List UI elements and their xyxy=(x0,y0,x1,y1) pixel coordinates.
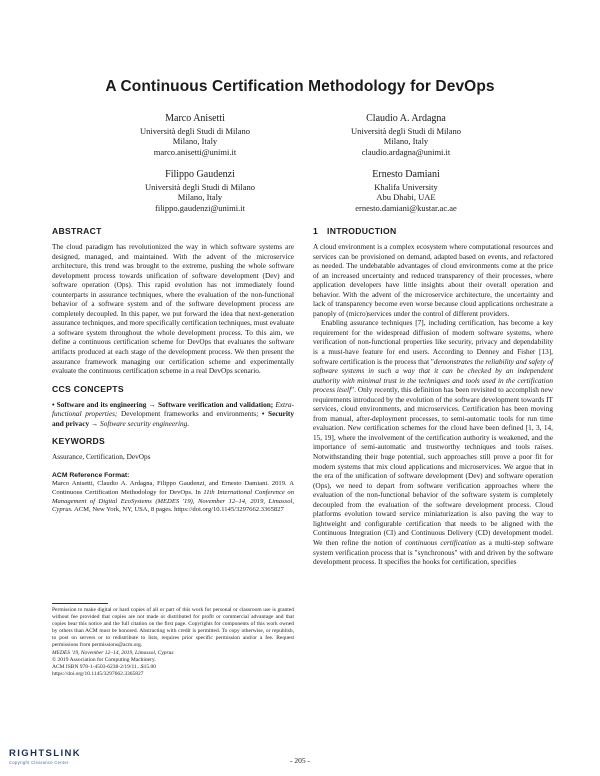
quote-italic: demonstrates the reliability and safety of software systems in such a way that it can be checked by an independent authority with minimal trust in the techniques and tools used in the certification process itself xyxy=(313,356,554,395)
author-location: Milano, Italy xyxy=(177,192,223,203)
permission-venue: MEDES '19, November 12–14, 2019, Limassol, Cyprus xyxy=(52,649,174,656)
author-block xyxy=(100,169,300,213)
keywords-text: Assurance, Certification, DevOps xyxy=(52,452,151,462)
intro-paragraph: A cloud environment is a complex ecosystem where computational resources and services can be provisioned on demand, adapted based on events, and refactored as needed. The undebatable advantages of cloud environments come at the price of an increased uncertainty and reduced transparency of their processes, where application developers have little insights about their overall operation and behavior. With the advent of the microservice architecture, the uncertainty and lack of transparency become even worse because cloud applications orchestrate a panoply of (micro)services under the control of different providers. xyxy=(313,242,553,318)
author-name: Ernesto Damiani xyxy=(372,169,440,180)
author-email: claudio.ardagna@unimi.it xyxy=(361,146,451,157)
ccs-bold: • Security and privacy → xyxy=(52,409,294,428)
author-block xyxy=(306,169,506,213)
author-location: Milano, Italy xyxy=(172,136,218,147)
left-column xyxy=(52,226,294,515)
acm-ref-part: ACM, New York, NY, USA, 8 pages. https://doi.org/10.1145/3297662.3365827 xyxy=(74,506,284,514)
section-number: 1 xyxy=(313,226,319,236)
author-affiliation: Università degli Studi di Milano xyxy=(350,125,462,136)
ccs-italic: Software security engineering. xyxy=(100,418,190,428)
ccs-text xyxy=(52,400,294,429)
abstract-text: The cloud paradigm has revolutionized the way in which software systems are designed, managed, and maintained. With the advent of the microservice architecture, this trend was brought to the extreme, pushing the whole software development process towards unification of software development (Dev) and software operation (Ops). This rapid evolution has not immediately found counterparts in assurance techniques, where the evaluation of the non-functional behavior of a software system and of the software development process are completely decoupled. In this paper, we put forward the idea that next-generation assurance techniques, and more specifically certification techniques, must evaluate a software system throughout the whole development process. To this aim, we define a continuous certification scheme for DevOps that evaluates the software artifacts produced at each stage of the development process. We then present the assurance framework managing our certification scheme and experimentally evaluate the continuous certification scheme in a real DevOps scenario. xyxy=(52,242,294,376)
paper-title: A Continuous Certification Methodology for DevOps xyxy=(105,78,495,95)
text-run: ". Only recently, this definition has been revisited to accomplish new requirements introduced by the evolution of the software development towards IT services, cloud environments, and microservices. Certification has been moving from manual, after-deployment processes, to semi-automatic tools for run time evaluation. New certification schemes for the cloud have been defined [1, 3, 14, 15, 19], where the involvement of the certification authority is weakened, and the importance of semi-automatic and trustworthy techniques and tools raises. Notwithstanding their huge potential, such approaches still prove a poor fit for modern systems that mix cloud applications and microservices. We argue that in the era of the unification of software development (Dev) and software operation (Ops), we need to depart from software verification approaches where the evaluation of the non-functional behavior of the software system is completely decoupled from the evaluation of the software development process. Cloud platforms evolution toward service miniaturization is also paving the way to lightweight and configurable certification that needs to be aligned with the Continuous Integration (CI) and Continuous Delivery (CD) development model. We then refine the notion of xyxy=(313,385,553,547)
author-affiliation: Khalifa University xyxy=(374,181,438,192)
intro-heading xyxy=(313,226,553,237)
page-number: - 205 - xyxy=(290,756,310,765)
author-email: marco.anisetti@unimi.it xyxy=(153,146,237,157)
ccs-italic: Extra-functional properties; xyxy=(52,399,294,419)
ccs-plain: Development frameworks and environments; xyxy=(120,409,259,419)
author-affiliation: Università degli Studi di Milano xyxy=(144,181,256,192)
text-run: Enabling assurance techniques [7], including certification, has become a key requirement for the widespread diffusion of modern software systems, where verification of non-functional properties like security, privacy and dependability is a must-have feature for end users. According to Denney and Fisher [13], software certification is the process that " xyxy=(313,318,553,366)
text-run: as a multi-step software system verification process that is "synchronous" with and driven by the software development process. It specifies the hooks for certification, specifies xyxy=(313,537,553,567)
rightslink-wordmark: RIGHTSLINK xyxy=(9,748,82,759)
permission-copyright: © 2019 Association for Computing Machinery. xyxy=(52,656,156,663)
section-title: INTRODUCTION xyxy=(327,226,397,236)
author-block xyxy=(95,113,295,157)
acm-reference-text xyxy=(52,480,294,514)
author-affiliation: Università degli Studi di Milano xyxy=(139,125,251,136)
acm-ref-part: Marco Anisetti, Claudio A. Ardagna, Filippo Gaudenzi, and Ernesto Damiani. 2019. A Continuous Certification Methodology for DevOps. In xyxy=(52,480,294,496)
author-email: ernesto.damiani@kustar.ac.ae xyxy=(355,202,457,213)
right-column xyxy=(313,226,553,567)
rightslink-subtitle: Copyright Clearance Center xyxy=(9,760,69,765)
acm-reference-heading: ACM Reference Format: xyxy=(52,471,130,479)
keywords-heading: KEYWORDS xyxy=(52,436,106,447)
abstract-heading: ABSTRACT xyxy=(52,226,102,236)
author-location: Abu Dhabi, UAE xyxy=(376,192,436,203)
ccs-bold: • Software and its engineering → Software verification and validation; xyxy=(52,399,274,409)
permission-doi: https://doi.org/10.1145/3297662.3365827 xyxy=(52,670,144,677)
ccs-heading: CCS CONCEPTS xyxy=(52,383,124,394)
author-name: Claudio A. Ardagna xyxy=(366,113,446,124)
permission-text: Permission to make digital or hard copies of all or part of this work for personal or classroom use is granted without fee provided that copies are not made or distributed for profit or commercial advantage and that copies bear this notice and the full citation on the first page. Copyrights for components of this work owned by others than ACM must be honored. Abstracting with credit is permitted. To copy otherwise, or republish, to post on servers or to redistribute to lists, requires prior specific permission and/or a fee. Request permissions from permissions@acm.org. xyxy=(52,607,294,649)
acm-ref-venue: 11th International Conference on Management of Digital EcoSystems (MEDES '19), November 12–14, 2019, Limassol, Cyprus. xyxy=(52,488,294,514)
permission-isbn: ACM ISBN 978-1-4503-6238-2/19/11...$15.00 xyxy=(52,663,156,670)
author-name: Marco Anisetti xyxy=(165,113,225,124)
term-italic: continuous certification xyxy=(405,537,477,547)
author-block xyxy=(306,113,506,157)
author-name: Filippo Gaudenzi xyxy=(165,169,235,180)
author-location: Milano, Italy xyxy=(383,136,429,147)
footnote-rule xyxy=(52,603,108,604)
intro-paragraph xyxy=(313,318,553,566)
permission-block xyxy=(52,607,294,678)
author-email: filippo.gaudenzi@unimi.it xyxy=(155,202,245,213)
